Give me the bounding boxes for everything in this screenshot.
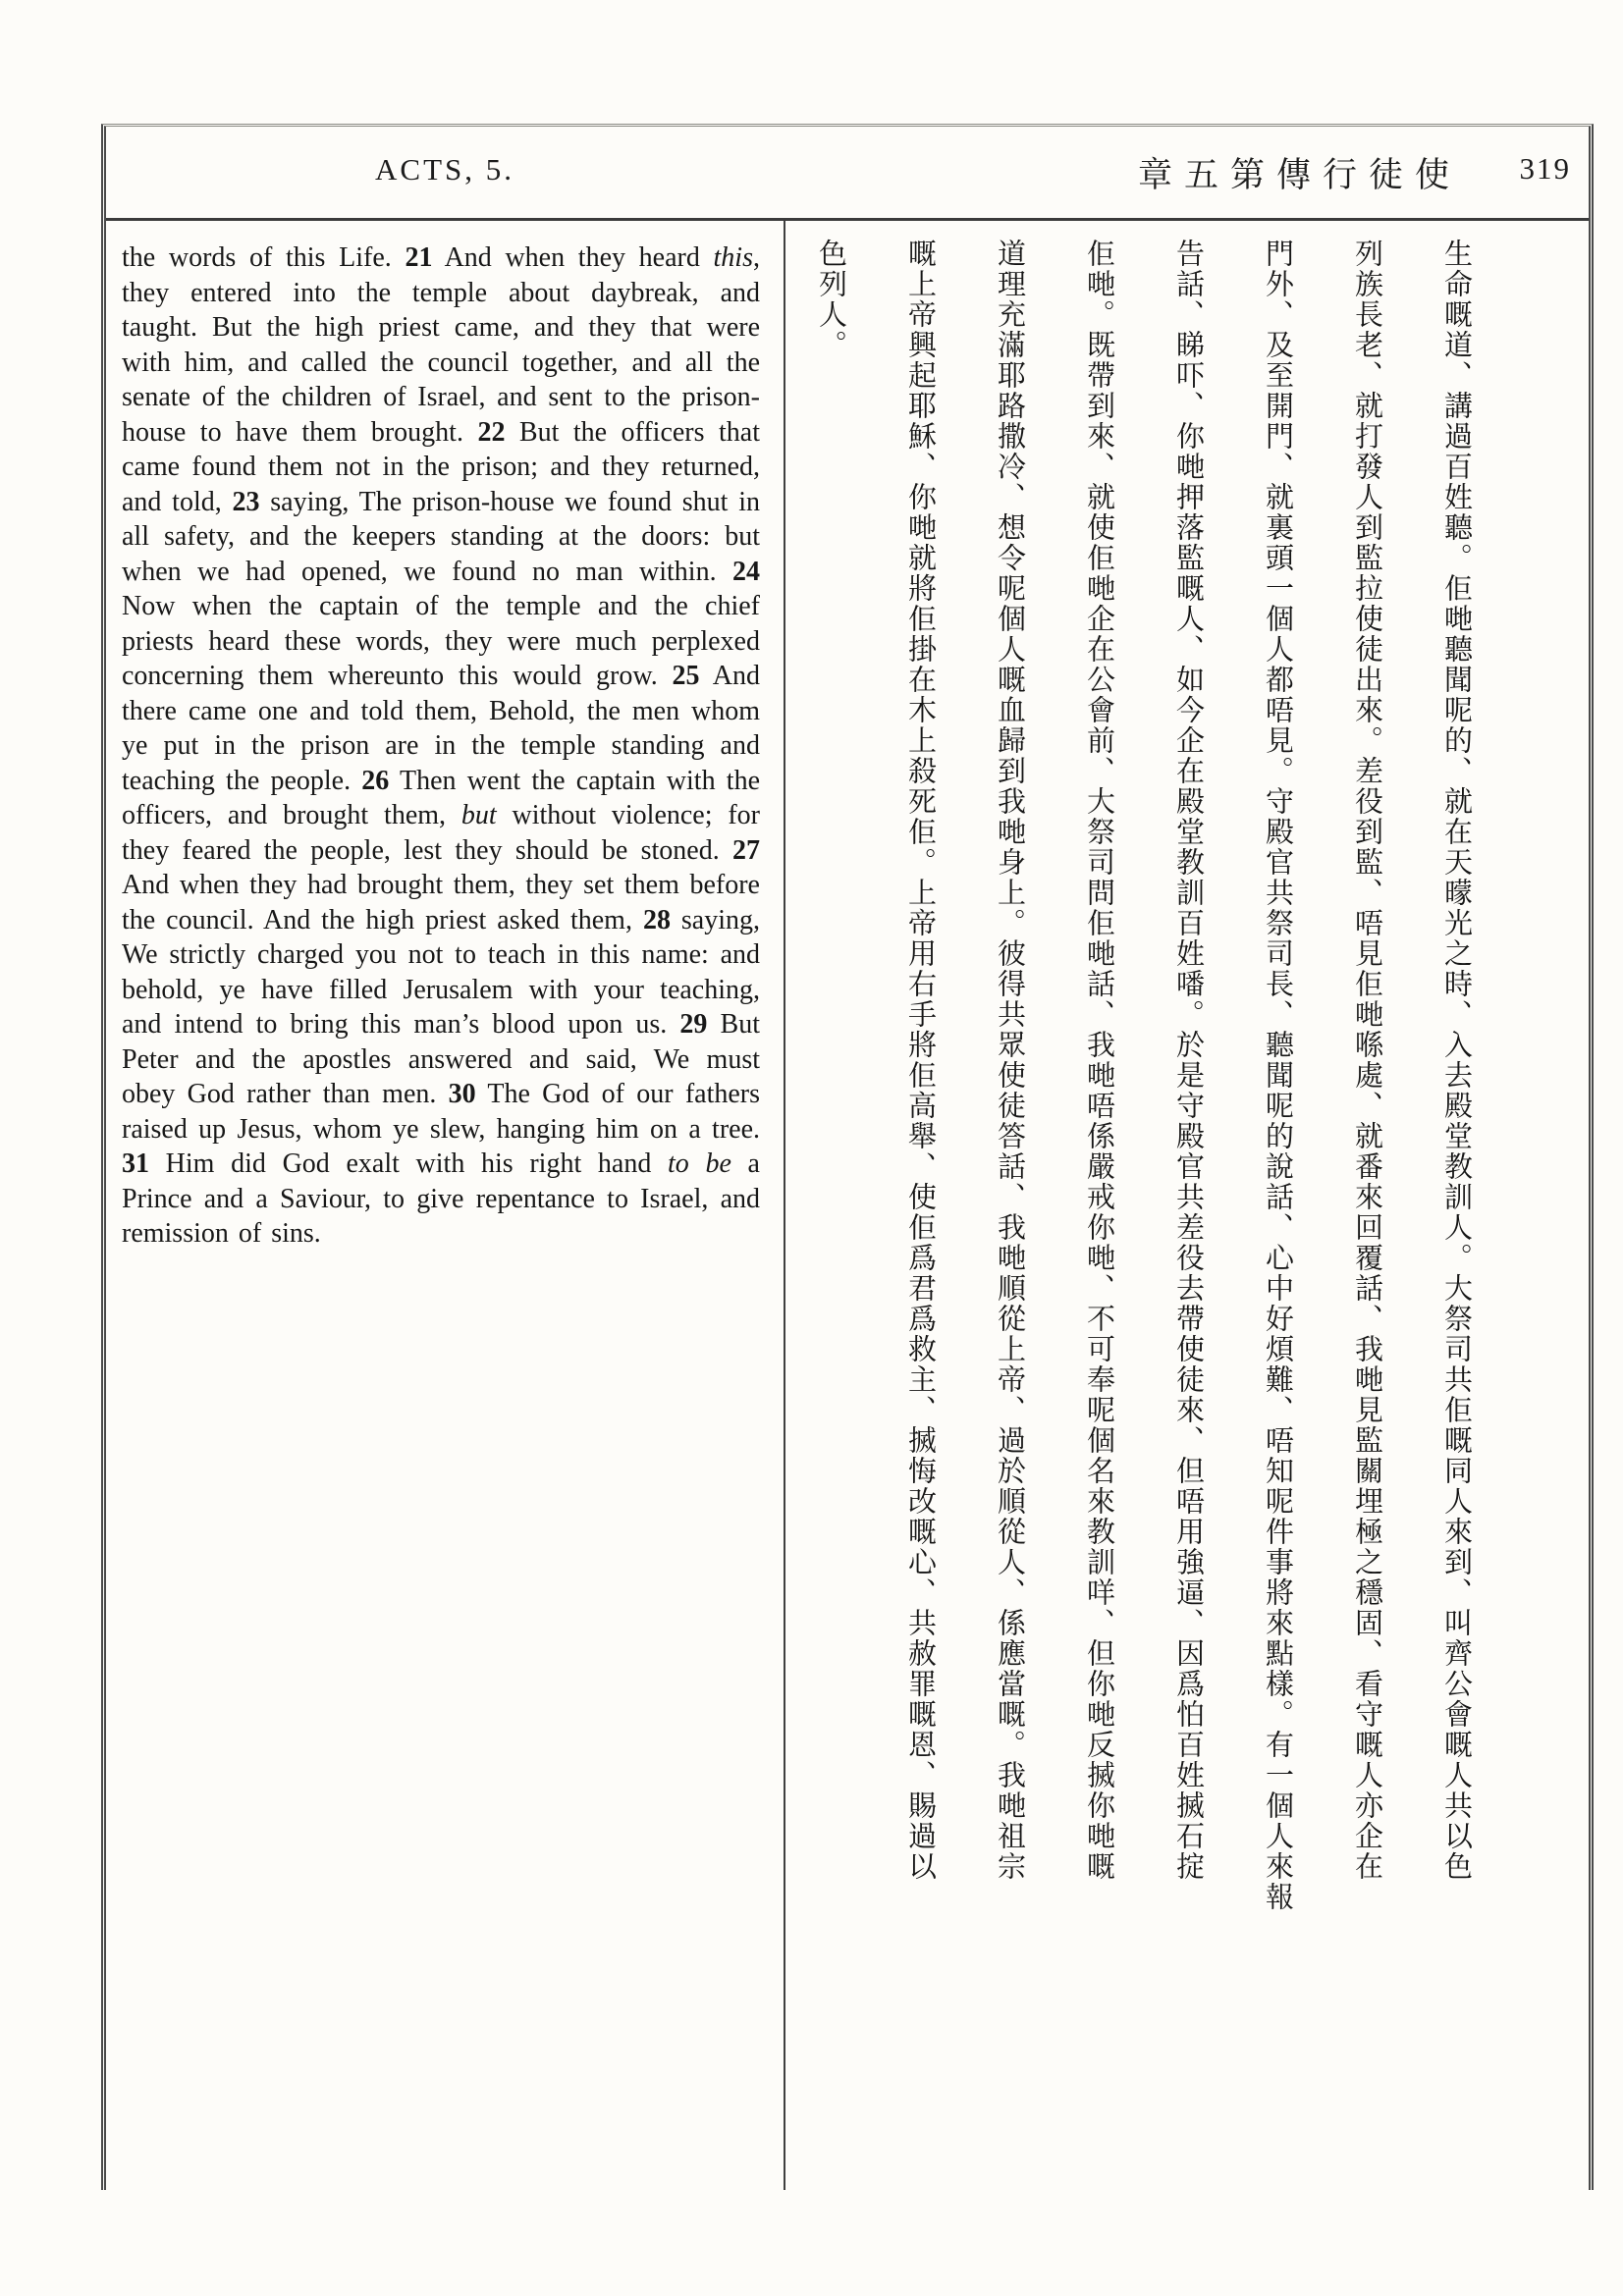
chinese-column: 門外、及至開門、就裏頭一個人都唔見。守殿官共祭司長、聽聞呢的說話、心中好煩難、唔知呢件事將來點樣。有一個人來報 [1262,239,1293,1912]
chinese-text [785,239,1500,1956]
page-body [106,221,1589,2190]
chinese-column: 道理充滿耶路撒冷、想令呢個人嘅血歸到我哋身上。彼得共眾使徒答話、我哋順從上帝、過於順從人、係應當嘅。我哋祖宗 [994,239,1025,1882]
chinese-column: 生命嘅道、講過百姓聽。佢哋聽聞呢的、就在天曚光之時、入去殿堂教訓人。大祭司共佢嘅同人來到、叫齊公會嘅人共以色 [1440,239,1472,1882]
english-text: the words of this Life. 21 And when they heard this, they entered into the temple about daybreak, and taught. But the high priest came, and they that were with him, and called the council together, and all the senate of the children of Israel, and sent to the prison-house to have them brought. 22 But the officers that came found them not in the prison; and they returned, and told, 23 saying, The prison-house we found shut in all safety, and the keepers standing at the doors: but when we had opened, we found no man within. 24 Now when the captain of the temple and the chief priests heard these words, they were much perplexed concerning them whereunto this would grow. 25 And there came one and told them, Behold, the men whom ye put in the prison are in the temple standing and teaching the people. 26 Then went the captain with the officers, and brought them, but without violence; for they feared the people, lest they should be stoned. 27 And when they had brought them, they set them before the council. And the high priest asked them, 28 saying, We strictly charged you not to teach in this name: and behold, ye have filled Jerusalem with your teaching, and intend to bring this man’s blood upon us. 29 But Peter and the apostles answered and said, We must obey God rather than men. 30 The God of our fathers raised up Jesus, whom ye slew, hanging him on a tree. 31 Him did God exalt with his right hand to be a Prince and a Saviour, to give repentance to Israel, and remission of sins. [122,242,761,1249]
chinese-column: 色列人。 [815,239,846,360]
english-pane [106,221,784,2190]
chinese-column: 嘅上帝興起耶穌、你哋就將佢掛在木上殺死佢。上帝用右手將佢高舉、使佢爲君爲救主、搣悔改嘅心、共赦罪嘅恩、賜過以 [904,239,936,1882]
page-header [106,127,1589,221]
chinese-column: 列族長老、就打發人到監拉使徒出來。差役到監、唔見佢哋喺處、就番來回覆話、我哋見監關埋極之穩固、看守嘅人亦企在 [1351,239,1382,1882]
header-title-english: ACTS, 5. [375,152,514,187]
page-number: 319 [1519,151,1571,186]
chinese-column: 告話、睇吓、你哋押落監嘅人、如今企在殿堂教訓百姓噃。於是守殿官共差役去帶使徒來、但唔用強逼、因爲怕百姓搣石掟 [1172,239,1204,1882]
page-frame [101,124,1594,2190]
header-title-chinese: 章五第傳行徒使 [1137,156,1461,194]
chinese-column: 佢哋。既帶到來、就使佢哋企在公會前、大祭司問佢哋話、我哋唔係嚴戒你哋、不可奉呢個名來教訓咩、但你哋反搣你哋嘅 [1083,239,1114,1882]
chinese-pane [785,221,1589,2190]
